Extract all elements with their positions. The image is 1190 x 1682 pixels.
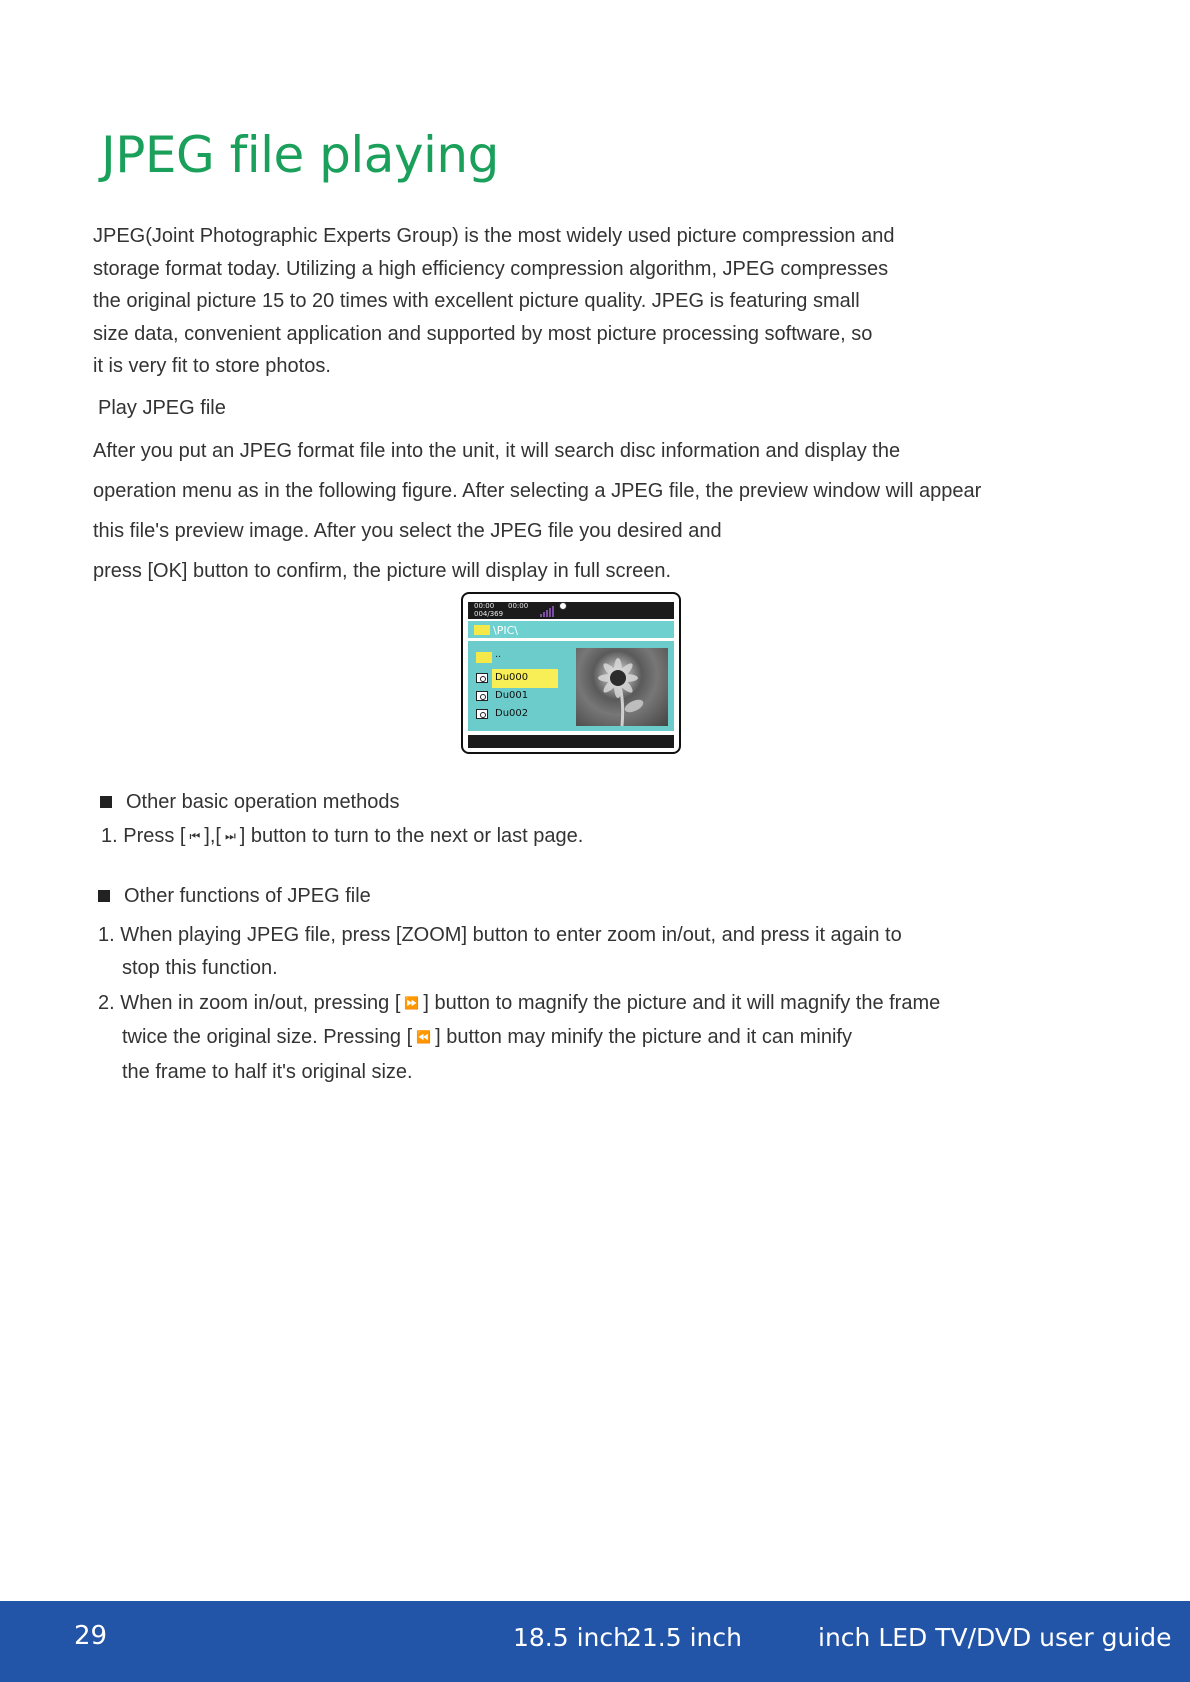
intro-paragraph [93, 220, 993, 383]
file-name: Du002 [495, 708, 529, 719]
file-row-du000[interactable] [476, 669, 566, 687]
play-jpeg-heading: Play JPEG file [98, 397, 226, 419]
page-number: 29 [74, 1621, 108, 1651]
camera-icon [476, 709, 488, 719]
camera-icon [476, 673, 488, 683]
basic-ops-text: ],[ [204, 825, 221, 847]
page-title: JPEG file playing [101, 126, 499, 184]
file-counter: 004/369 [474, 610, 504, 618]
file-row-du002[interactable] [476, 705, 566, 723]
camera-icon [476, 691, 488, 701]
parent-folder-label[interactable]: .. [495, 648, 502, 660]
functions-item-1-line-2: stop this function. [122, 957, 278, 979]
next-chapter-icon: ⏭ [224, 829, 236, 843]
screen-status-bar [468, 602, 674, 619]
page-footer [0, 1601, 1190, 1682]
rewind-icon: ⏪ [416, 1030, 432, 1044]
size-label-1: 18.5 inch [513, 1623, 629, 1652]
functions-text: ] button to magnify the picture and it will magnify the frame [423, 992, 941, 1014]
sunflower-preview [576, 648, 668, 726]
intro-line: size data, convenient application and supported by most picture processing software, so [93, 322, 873, 345]
file-name: Du000 [495, 672, 529, 683]
prev-chapter-icon: ⏮ [189, 829, 201, 843]
folder-icon [474, 625, 490, 635]
jpeg-browser-figure [461, 592, 681, 754]
functions-item-2-line-3: the frame to half it's original size. [122, 1061, 413, 1083]
total-time: 00:00 [508, 602, 529, 610]
square-bullet-icon [100, 796, 112, 808]
preview-image [576, 648, 668, 726]
file-list-panel [468, 641, 674, 731]
intro-line: JPEG(Joint Photographic Experts Group) is the most widely used picture compression and [93, 225, 895, 247]
functions-item-2-line-2 [122, 1026, 852, 1049]
square-bullet-icon [98, 890, 110, 902]
body-line: this file's preview image. After you select the JPEG file you desired and [93, 520, 722, 542]
body-line: operation menu as in the following figure. After selecting a JPEG file, the preview window will appear [93, 480, 982, 502]
basic-ops-item-1 [101, 825, 583, 848]
body-line: press [OK] button to confirm, the picture will display in full screen. [93, 560, 672, 582]
disc-icon [559, 602, 567, 610]
fast-forward-icon: ⏩ [404, 996, 420, 1010]
basic-ops-heading: Other basic operation methods [126, 791, 400, 813]
functions-item-2-line-1 [98, 992, 940, 1015]
intro-line: the original picture 15 to 20 times with excellent picture quality. JPEG is featuring small [93, 290, 860, 312]
functions-text: twice the original size. Pressing [ [122, 1026, 413, 1048]
parent-folder-icon [476, 652, 492, 663]
path-bar [468, 621, 674, 638]
basic-ops-text: ] button to turn to the next or last page. [239, 825, 584, 847]
screen-bottom-bar [468, 735, 674, 748]
functions-item-1-line-1: 1. When playing JPEG file, press [ZOOM] button to enter zoom in/out, and press it again to [98, 924, 902, 946]
file-name: Du001 [495, 690, 529, 701]
basic-ops-text: 1. Press [ [101, 825, 186, 847]
intro-line: it is very fit to store photos. [93, 355, 331, 377]
body-line: After you put an JPEG format file into the unit, it will search disc information and display the [93, 440, 901, 462]
intro-line: storage format today. Utilizing a high efficiency compression algorithm, JPEG compresses [93, 257, 889, 280]
signal-bars-icon [540, 605, 556, 617]
guide-title: inch LED TV/DVD user guide [818, 1623, 1172, 1652]
current-path: \PIC\ [493, 624, 518, 637]
file-row-du001[interactable] [476, 687, 566, 705]
functions-text: ] button may minify the picture and it can minify [435, 1026, 852, 1048]
size-label-2: 21.5 inch [626, 1623, 742, 1652]
functions-text: 2. When in zoom in/out, pressing [ [98, 992, 401, 1014]
elapsed-time: 00:00 [474, 602, 495, 610]
play-jpeg-body [93, 431, 981, 591]
functions-heading: Other functions of JPEG file [124, 885, 371, 907]
